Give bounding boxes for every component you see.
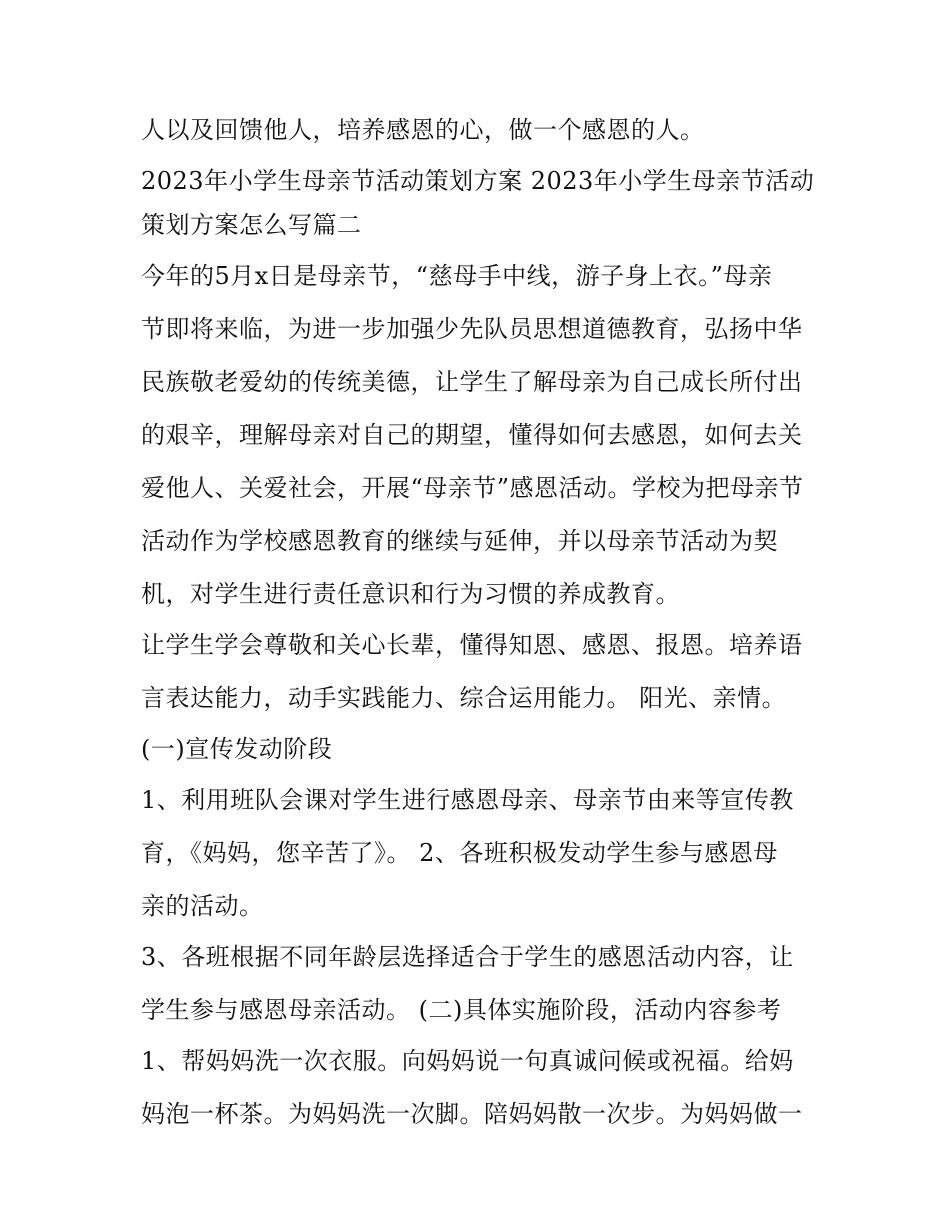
text-line: 活动作为学校感恩教育的继续与延伸，并以母亲节活动为契 — [141, 527, 778, 555]
text-line: 让学生学会尊敬和关心长辈，懂得知恩、感恩、报恩。培养语 — [141, 631, 803, 659]
text-line: 3、各班根据不同年龄层选择适合于学生的感恩活动内容，让 — [141, 943, 794, 971]
text-line: 学生参与感恩母亲活动。 (二)具体实施阶段，活动内容参考 — [141, 996, 782, 1024]
section-title-line: 策划方案怎么写篇二 — [141, 211, 362, 239]
document-body — [141, 108, 821, 1145]
text-line: 妈泡一杯茶。为妈妈洗一次脚。陪妈妈散一次步。为妈妈做一 — [141, 1100, 803, 1128]
text-line: 言表达能力，动手实践能力、综合运用能力。 阳光、亲情。 — [141, 684, 787, 712]
text-line: 爱他人、关爱社会，开展“母亲节”感恩活动。学校为把母亲节 — [141, 474, 804, 502]
section-title-line: 2023年小学生母亲节活动策划方案 2023年小学生母亲节活动 — [141, 167, 815, 195]
text-line: 节即将来临，为进一步加强少先队员思想道德教育，弘扬中华 — [141, 315, 803, 343]
text-line: 机，对学生进行责任意识和行为习惯的养成教育。 — [141, 580, 680, 608]
text-line: 育，《妈妈，您辛苦了》。 2、各班积极发动学生参与感恩母 — [141, 839, 778, 867]
subheading-line: (一)宣传发动阶段 — [141, 735, 333, 763]
text-line: 民族敬老爱幼的传统美德，让学生了解母亲为自己成长所付出 — [141, 368, 803, 396]
text-line: 今年的5月x日是母亲节，“慈母手中线，游子身上衣。”母亲 — [141, 262, 773, 290]
text-line: 亲的活动。 — [141, 892, 264, 920]
text-line: 1、利用班队会课对学生进行感恩母亲、母亲节由来等宣传教 — [141, 786, 794, 814]
text-line: 人以及回馈他人，培养感恩的心，做一个感恩的人。 — [141, 116, 705, 144]
text-line: 1、帮妈妈洗一次衣服。向妈妈说一句真诚问候或祝福。给妈 — [141, 1047, 794, 1075]
text-line: 的艰辛，理解母亲对自己的期望，懂得如何去感恩，如何去关 — [141, 421, 803, 449]
